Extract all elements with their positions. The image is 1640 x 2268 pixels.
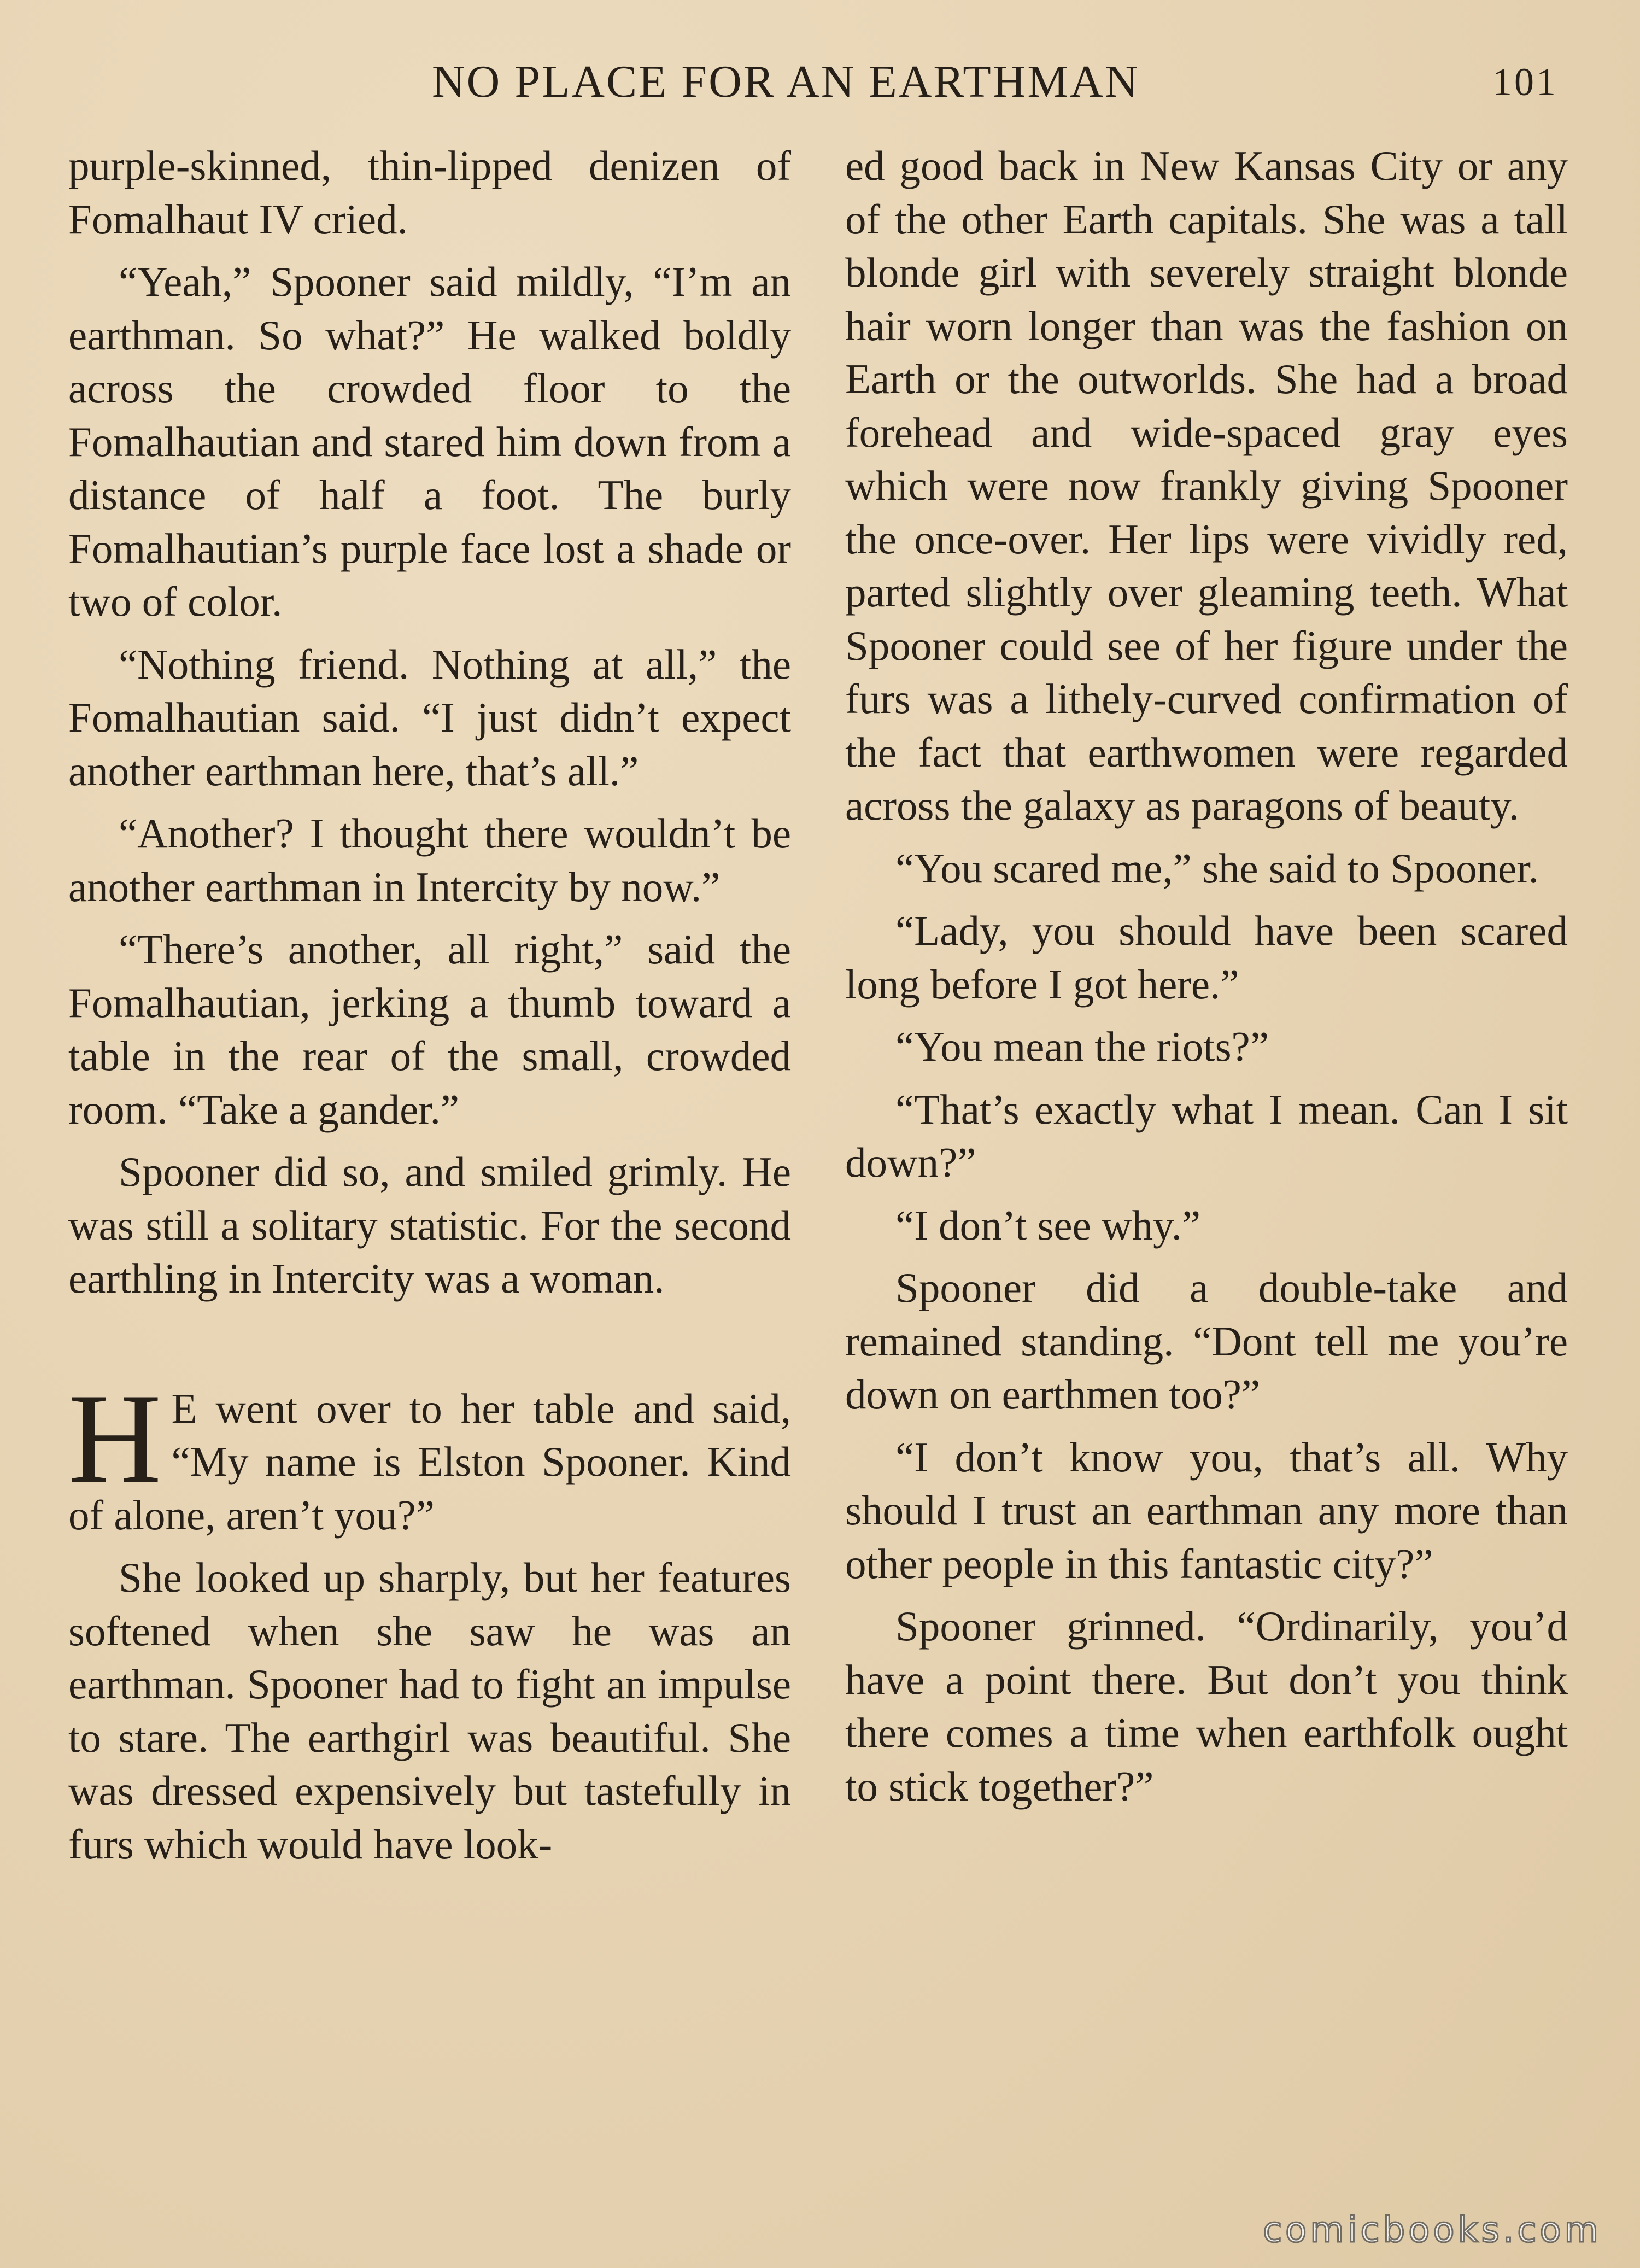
paragraph: Spooner grinned. “Ordinarily, you’d have a point there. But don’t you think there comes a time when earthfolk ought to stick together?” [845,1603,1568,1810]
paragraph: ed good back in New Kansas City or any of the other Earth capitals. She was a tall blonde girl with severely straight blonde hair worn longer than was the fashion on Earth or the outworlds. She had a broad forehead and wide-spaced gray eyes which were now frankly giving Spooner the once-over. Her lips were vividly red, parted slightly over gleaming teeth. What Spooner could see of her figure under the furs was a lithely-curved confirmation of the fact that earthwomen were regarded across the galaxy as paragons of beauty. [845,142,1568,829]
paragraph: “I don’t know you, that’s all. Why should I trust an earthman any more than other people in this fantastic city?” [845,1433,1568,1587]
paragraph: Spooner did so, and smiled grimly. He was still a solitary statistic. For the second earthling in Intercity was a woman. [68,1148,791,1302]
paragraph: “You scared me,” she said to Spooner. [895,844,1539,892]
section-start-paragraph [68,1367,791,1542]
paragraph: “There’s another, all right,” said the Fomalhautian, jerking a thumb toward a table in the rear of the small, crowded room. “Take a gander.” [68,926,791,1133]
running-header [0,52,1640,112]
site-watermark: comicbooks.com [1262,2210,1602,2251]
page-number: 101 [1492,60,1558,104]
paragraph: Spooner did a double-take and remained standing. “Dont tell me you’re down on earthmen too?” [845,1264,1568,1418]
paragraph: “That’s exactly what I mean. Can I sit down?” [845,1085,1568,1186]
paragraph: She looked up sharply, but her features softened when she saw he was an earthman. Spooner had to fight an impulse to stare. The earthgirl was beautiful. She was dressed expensively but tastefully in furs which would have look- [68,1554,791,1868]
drop-cap: H [68,1367,162,1510]
paragraph: purple-skinned, thin-lipped denizen of Fomalhaut IV cried. [68,142,791,243]
paragraph: “You mean the riots?” [895,1023,1269,1070]
paragraph: “Nothing friend. Nothing at all,” the Fomalhautian said. “I just didn’t expect another earthman here, that’s all.” [68,640,791,794]
running-title: NO PLACE FOR AN EARTHMAN [432,56,1140,107]
paragraph: “I don’t see why.” [895,1201,1201,1249]
right-column [845,139,1568,1822]
left-column [68,139,791,1880]
paragraph-text: E went over to her table and said, “My name is Elston Spooner. Kind of alone, aren’t you?” [68,1384,791,1539]
paragraph: “Yeah,” Spooner said mildly, “I’m an earthman. So what?” He walked boldly across the crowded floor to the Fomalhautian and stared him down from a distance of half a foot. The burly Fomalhautian’s purple face lost a shade or two of color. [68,258,791,625]
paragraph: “Another? I thought there wouldn’t be another earthman in Intercity by now.” [68,810,791,910]
paragraph: “Lady, you should have been scared long before I got here.” [845,907,1568,1008]
